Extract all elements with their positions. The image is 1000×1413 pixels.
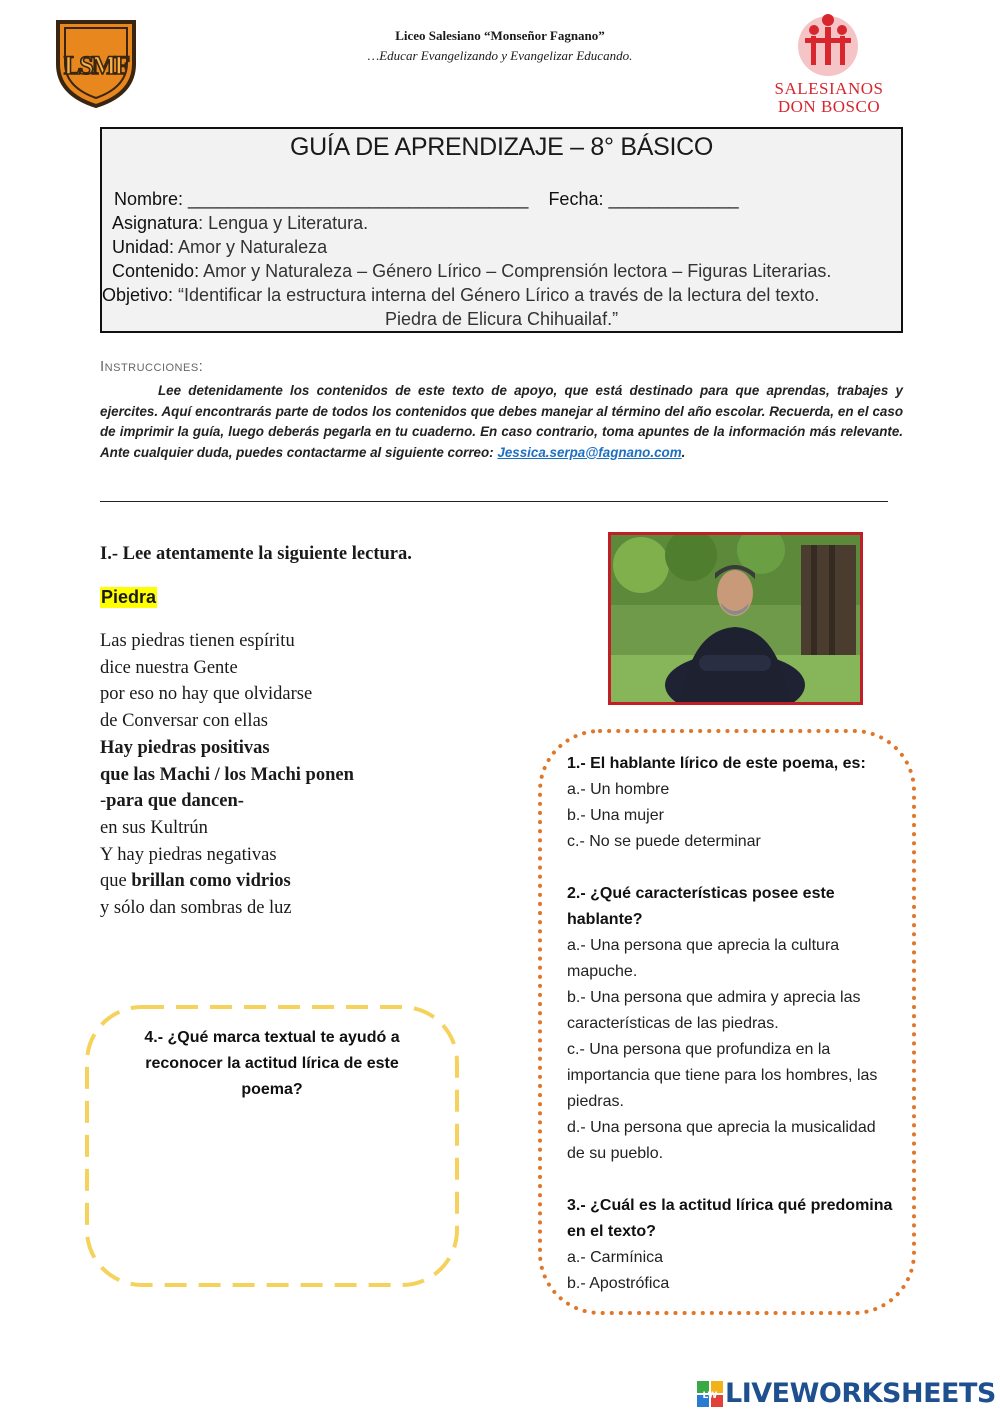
option-2b[interactable]: b.- Una persona que admira y aprecia las características de las piedras. xyxy=(567,989,861,1032)
objetivo-value-2: Piedra de Elicura Chihuailaf.” xyxy=(384,309,619,329)
questions-list xyxy=(567,751,897,1297)
fecha-blank[interactable]: _____________ xyxy=(608,189,739,209)
salesianos-line1: SALESIANOS xyxy=(774,79,884,98)
contenido-row xyxy=(112,261,831,282)
teacher-email-link[interactable]: Jessica.serpa@fagnano.com xyxy=(497,444,682,460)
objetivo-value-1: “Identificar la estructura interna del Género Lírico a través de la lectura del texto. xyxy=(173,285,820,305)
poem-line: Y hay piedras negativas xyxy=(100,844,277,865)
option-3b[interactable]: b.- Apostrófica xyxy=(567,1275,670,1292)
question-3: 3.- ¿Cuál es la actitud lírica qué predomina en el texto? xyxy=(567,1197,893,1240)
liveworksheets-brand: LIVEWORKSHEETS xyxy=(725,1378,996,1409)
question-2: 2.- ¿Qué características posee este hablante? xyxy=(567,885,835,928)
instructions-body xyxy=(100,381,903,463)
school-logo xyxy=(52,16,140,108)
liveworksheets-badge-icon xyxy=(697,1381,723,1407)
option-2c[interactable]: c.- Una persona que profundiza en la importancia que tiene para los hombres, las piedras. xyxy=(567,1041,878,1110)
asignatura-value: : Lengua y Literatura. xyxy=(198,213,369,233)
salesianos-line2: DON BOSCO xyxy=(777,97,881,116)
section-title: I.- Lee atentamente la siguiente lectura. xyxy=(100,544,412,564)
poem-line: y sólo dan sombras de luz xyxy=(100,898,292,919)
guide-info-box xyxy=(100,127,903,333)
poem-bold-phrase: para que dancen xyxy=(106,791,238,812)
unidad-value: Amor y Naturaleza xyxy=(174,237,328,257)
liveworksheets-badge-text: LW xyxy=(702,1391,718,1401)
instructions-text: Lee detenidamente los contenidos de este texto de apoyo, que está destinado para que aprendas, trabajes y ejercites. Aquí encontrarás parte de todos los contenidos que debes manejar al término del año escolar. Recuerda, en el caso de imprimir la guía, luego deberás pegarla en tu cuaderno. En caso contrario, toma apuntes de la información más relevante. Ante cualquier duda, puedes contactarme al siguiente correo: xyxy=(100,383,903,460)
option-1c[interactable]: c.- No se puede determinar xyxy=(567,833,761,850)
school-logo-text: LSMF xyxy=(63,51,129,80)
salesianos-logo xyxy=(770,8,888,118)
nombre-row xyxy=(114,189,739,210)
salesianos-emblem-icon xyxy=(770,8,888,80)
poem-dash: - xyxy=(100,791,107,812)
asignatura-label: Asignatura xyxy=(112,213,199,233)
fecha-label: Fecha: xyxy=(548,189,604,209)
objetivo-label: Objetivo: xyxy=(102,285,174,305)
school-motto: …Educar Evangelizando y Evangelizar Educando. xyxy=(367,48,633,63)
poem-line: que las Machi / los Machi ponen xyxy=(100,764,354,785)
question-4: 4.- ¿Qué marca textual te ayudó a reconocer la actitud lírica de este poema? xyxy=(144,1029,400,1098)
liveworksheets-logo xyxy=(697,1378,997,1410)
option-1a[interactable]: a.- Un hombre xyxy=(567,781,670,798)
nombre-label: Nombre: xyxy=(114,189,184,209)
contenido-value: Amor y Naturaleza – Género Lírico – Comprensión lectora – Figuras Literarias. xyxy=(199,261,832,281)
objetivo-row xyxy=(102,285,819,306)
option-1b[interactable]: b.- Una mujer xyxy=(567,807,664,824)
poem-line-start: que xyxy=(100,871,132,892)
option-2a[interactable]: a.- Una persona que aprecia la cultura mapuche. xyxy=(567,937,840,980)
asignatura-row xyxy=(112,213,368,234)
school-name: Liceo Salesiano “Monseñor Fagnano” xyxy=(395,28,605,43)
poem-line: de Conversar con ellas xyxy=(100,711,268,732)
instructions-heading: Instrucciones: xyxy=(100,358,204,375)
poem-line xyxy=(100,788,354,815)
instructions-end: . xyxy=(681,444,686,460)
nombre-blank[interactable]: __________________________________ xyxy=(188,189,529,209)
poem-line: Las piedras tienen espíritu xyxy=(100,631,295,651)
poem-line: Hay piedras positivas xyxy=(100,737,270,758)
question-1: 1.- El hablante lírico de este poema, es: xyxy=(567,755,866,772)
author-photo xyxy=(608,532,863,705)
poem xyxy=(100,628,354,922)
poem-bold-phrase: brillan como vidrios xyxy=(131,871,291,892)
guide-title: GUÍA DE APRENDIZAJE – 8° BÁSICO xyxy=(289,133,714,161)
poem-line: dice nuestra Gente xyxy=(100,657,238,678)
poem-line: por eso no hay que olvidarse xyxy=(100,684,313,705)
poem-dash: - xyxy=(237,791,244,812)
unidad-label: Unidad: xyxy=(112,237,175,257)
contenido-label: Contenido: xyxy=(112,261,200,281)
school-header xyxy=(250,28,750,64)
objetivo-row-2 xyxy=(102,309,901,330)
divider-line xyxy=(100,501,888,502)
option-2d[interactable]: d.- Una persona que aprecia la musicalidad de su pueblo. xyxy=(567,1119,876,1162)
poem-line: en sus Kultrún xyxy=(100,817,208,838)
option-3a[interactable]: a.- Carmínica xyxy=(567,1249,664,1266)
poem-title: Piedra xyxy=(101,587,157,607)
poem-line xyxy=(100,868,354,895)
unidad-row xyxy=(112,237,327,258)
